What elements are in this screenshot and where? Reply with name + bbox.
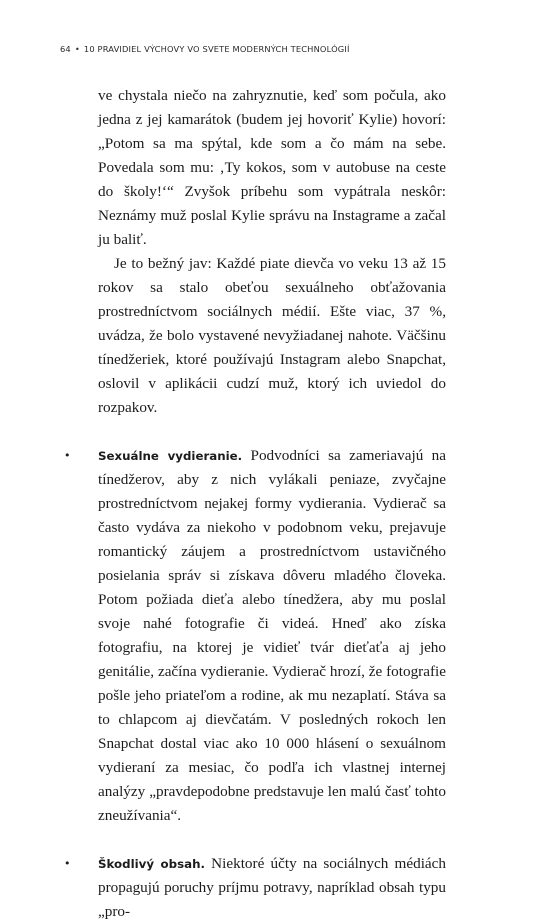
bullet-marker: •	[64, 857, 71, 870]
header-separator: •	[74, 44, 80, 54]
bullet-lead: Škodlivý obsah.	[98, 857, 205, 871]
bullet-lead: Sexuálne vydieranie.	[98, 449, 243, 463]
bullet-marker: •	[64, 449, 71, 462]
bullet-text: Niektoré účty na sociálnych médiách propagujú poruchy príjmu potravy, napríklad obsah typu „pro-	[98, 855, 446, 920]
running-header	[60, 44, 350, 54]
bullet-text: Podvodníci sa zameriavajú na tínedžerov, aby z nich vylákali peniaze, zvyčajne prostredníctvom nejakej formy vydierania. Vydierač sa často vydáva za niekoho v podobnom veku, prejavuje romantický záujem a prostredníctvom ustavičného posielania správ si získava dôveru mladého človeka. Potom požiada dieťa alebo tínedžera, aby mu poslal svoje nahé fotografie či videá. Hneď ako získa fotografiu, na ktorej je vidieť tvár dieťaťa aj jeho genitálie, začína vydieranie. Vydierač hrozí, že fotografie pošle jeho priateľom a rodine, ak mu nezaplatí. Stáva sa to chlapcom aj dievčatám. V posledných rokoch len Snapchat dostal viac ako 10 000 hlásení o sexuálnom vydieraní za mesiac, čo podľa ich vlastnej internej analýzy „pravdepodobne predstavuje len malú časť tohto zneužívania“.	[98, 447, 446, 824]
page-number: 64	[60, 44, 71, 54]
paragraph: ve chystala niečo na zahryznutie, keď som počula, ako jedna z jej kamarátok (budem jej hovoriť Kylie) hovorí: „Potom sa ma spýtal, kde som a čo mám na sebe. Povedala som mu: ‚Ty kokos, som v autobuse na ceste do školy!‘“ Zvyšok príbehu som vypátrala neskôr: Neznámy muž poslal Kylie správu na Instagrame a začal ju baliť.	[98, 87, 446, 248]
page-body	[64, 84, 446, 924]
bullet-item-harmful-content	[64, 852, 446, 924]
bullet-item-sextortion	[64, 444, 446, 828]
book-title: 10 PRAVIDIEL VÝCHOVY VO SVETE MODERNÝCH TECHNOLÓGIÍ	[83, 44, 350, 54]
paragraph: Je to bežný jav: Každé piate dievča vo veku 13 až 15 rokov sa stalo obeťou sexuálneho obťažovania prostredníctvom sociálnych médií. Ešte viac, 37 %, uvádza, že bolo vystavené nevyžiadanej nahote. Väčšinu tínedžeriek, ktoré používajú Instagram alebo Snapchat, oslovil v aplikácii cudzí muž, ktorý ich uviedol do rozpakov.	[98, 255, 446, 416]
